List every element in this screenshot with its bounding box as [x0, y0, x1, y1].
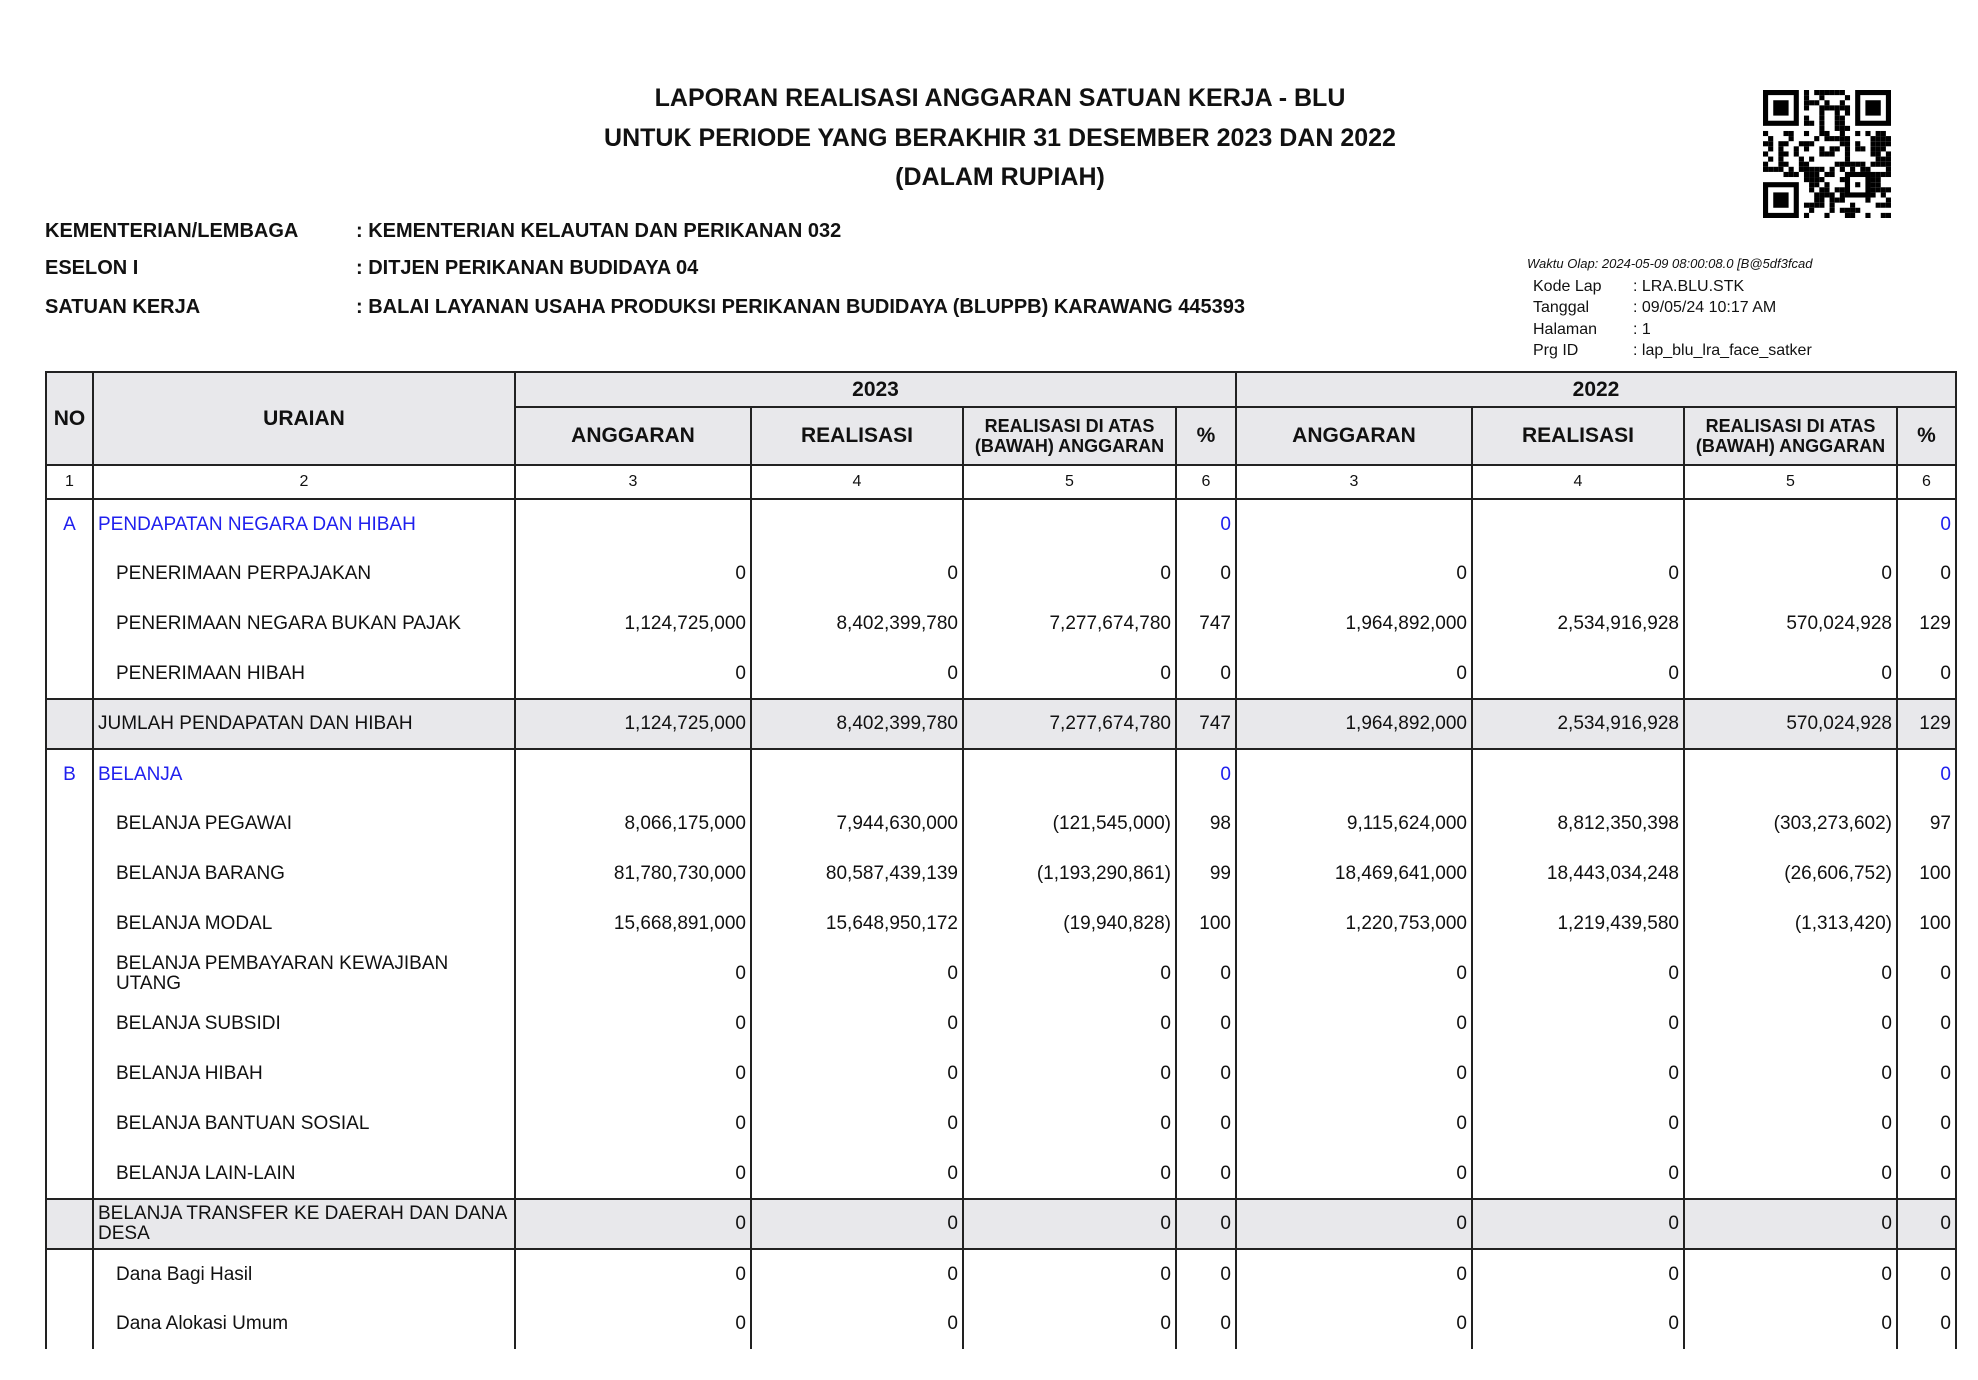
row-label: BELANJA BARANG: [93, 849, 515, 899]
cell-selisih-2022: 0: [1684, 549, 1897, 599]
cell-selisih-2023: 0: [963, 1099, 1176, 1149]
cell-anggaran-2023: [515, 499, 751, 549]
cell-anggaran-2023: 0: [515, 1299, 751, 1349]
table-row: [46, 499, 1956, 549]
cell-pct-2022: 100: [1897, 849, 1956, 899]
cell-pct-2022: 129: [1897, 699, 1956, 749]
row-no: [46, 999, 93, 1049]
cell-realisasi-2023: 0: [751, 1049, 963, 1099]
satker-value: : BALAI LAYANAN USAHA PRODUKSI PERIKANAN BUDIDAYA (BLUPPB) KARAWANG 445393: [356, 296, 1246, 318]
cell-anggaran-2022: 1,964,892,000: [1236, 699, 1472, 749]
column-number: 5: [963, 465, 1176, 499]
cell-realisasi-2023: 0: [751, 999, 963, 1049]
row-no: [46, 1149, 93, 1199]
row-no: [46, 1249, 93, 1299]
header-year-2022: 2022: [1236, 372, 1956, 407]
report-meta: [1527, 253, 1812, 362]
row-label: BELANJA LAIN-LAIN: [93, 1149, 515, 1199]
cell-anggaran-2023: 0: [515, 549, 751, 599]
cell-anggaran-2022: 1,964,892,000: [1236, 599, 1472, 649]
meta-kode-lap: [1527, 276, 1812, 298]
cell-pct-2022: 0: [1897, 749, 1956, 799]
table-row: [46, 599, 1956, 649]
cell-realisasi-2023: 0: [751, 549, 963, 599]
cell-realisasi-2022: 0: [1472, 1149, 1684, 1199]
cell-anggaran-2022: 0: [1236, 1249, 1472, 1299]
cell-selisih-2022: 0: [1684, 1099, 1897, 1149]
cell-realisasi-2023: 0: [751, 949, 963, 999]
row-no: [46, 599, 93, 649]
header-no: NO: [46, 372, 93, 465]
cell-selisih-2023: (19,940,828): [963, 899, 1176, 949]
row-label: JUMLAH PENDAPATAN DAN HIBAH: [93, 699, 515, 749]
cell-pct-2023: 100: [1176, 899, 1236, 949]
row-label: BELANJA HIBAH: [93, 1049, 515, 1099]
row-label: Dana Alokasi Umum: [93, 1299, 515, 1349]
cell-selisih-2023: 0: [963, 999, 1176, 1049]
cell-pct-2023: 747: [1176, 699, 1236, 749]
header-pct-2022: %: [1897, 407, 1956, 465]
report-title-line1: LAPORAN REALISASI ANGGARAN SATUAN KERJA - BLU: [654, 84, 1346, 112]
header-realisasi-di-atas-2023: REALISASI DI ATAS (BAWAH) ANGGARAN: [963, 407, 1176, 465]
cell-anggaran-2022: 0: [1236, 1299, 1472, 1349]
row-no: [46, 699, 93, 749]
cell-realisasi-2023: 0: [751, 1299, 963, 1349]
cell-selisih-2023: 0: [963, 1299, 1176, 1349]
table-row: [46, 1099, 1956, 1149]
cell-pct-2023: 0: [1176, 749, 1236, 799]
cell-anggaran-2022: 0: [1236, 549, 1472, 599]
cell-pct-2022: 0: [1897, 1249, 1956, 1299]
cell-selisih-2023: 0: [963, 949, 1176, 999]
row-no: [46, 549, 93, 599]
cell-selisih-2022: [1684, 749, 1897, 799]
cell-anggaran-2022: 0: [1236, 1199, 1472, 1249]
cell-realisasi-2022: 0: [1472, 1049, 1684, 1099]
cell-realisasi-2022: 0: [1472, 649, 1684, 699]
row-no: [46, 1199, 93, 1249]
cell-pct-2022: 100: [1897, 899, 1956, 949]
cell-anggaran-2022: 0: [1236, 949, 1472, 999]
column-number: 1: [46, 465, 93, 499]
cell-selisih-2023: 0: [963, 549, 1176, 599]
cell-realisasi-2023: 0: [751, 1199, 963, 1249]
meta-value: : lap_blu_lra_face_satker: [1633, 342, 1812, 359]
cell-pct-2022: 0: [1897, 1199, 1956, 1249]
cell-pct-2022: 0: [1897, 1049, 1956, 1099]
cell-realisasi-2022: 2,534,916,928: [1472, 599, 1684, 649]
cell-selisih-2023: 0: [963, 1149, 1176, 1199]
cell-anggaran-2023: 0: [515, 949, 751, 999]
row-label: BELANJA MODAL: [93, 899, 515, 949]
cell-realisasi-2023: 8,402,399,780: [751, 599, 963, 649]
cell-anggaran-2023: 81,780,730,000: [515, 849, 751, 899]
cell-pct-2022: 0: [1897, 1149, 1956, 1199]
column-number: 3: [1236, 465, 1472, 499]
cell-selisih-2022: 0: [1684, 1049, 1897, 1099]
cell-realisasi-2022: 8,812,350,398: [1472, 799, 1684, 849]
column-number-row: [46, 465, 1956, 499]
cell-selisih-2023: 0: [963, 1199, 1176, 1249]
cell-realisasi-2023: 8,402,399,780: [751, 699, 963, 749]
table-row: [46, 1199, 1956, 1249]
cell-realisasi-2023: 0: [751, 649, 963, 699]
cell-selisih-2022: [1684, 499, 1897, 549]
header-realisasi-2023: REALISASI: [751, 407, 963, 465]
cell-anggaran-2023: 1,124,725,000: [515, 699, 751, 749]
cell-realisasi-2022: 0: [1472, 949, 1684, 999]
cell-selisih-2023: 7,277,674,780: [963, 699, 1176, 749]
cell-anggaran-2022: 0: [1236, 999, 1472, 1049]
cell-anggaran-2023: 0: [515, 1249, 751, 1299]
row-label: BELANJA SUBSIDI: [93, 999, 515, 1049]
row-label: BELANJA PEGAWAI: [93, 799, 515, 849]
cell-pct-2023: 0: [1176, 949, 1236, 999]
cell-pct-2023: 0: [1176, 1249, 1236, 1299]
cell-anggaran-2023: 8,066,175,000: [515, 799, 751, 849]
cell-realisasi-2023: 7,944,630,000: [751, 799, 963, 849]
row-no: [46, 899, 93, 949]
cell-anggaran-2022: 0: [1236, 1049, 1472, 1099]
cell-anggaran-2022: 9,115,624,000: [1236, 799, 1472, 849]
waktu-olap: Waktu Olap: 2024-05-09 08:00:08.0 [B@5df3fcad: [1527, 256, 1813, 271]
cell-selisih-2022: (26,606,752): [1684, 849, 1897, 899]
cell-pct-2022: 0: [1897, 499, 1956, 549]
qr-code-icon: [1763, 90, 1891, 218]
cell-anggaran-2023: 0: [515, 1049, 751, 1099]
meta-prg-id: [1527, 340, 1812, 362]
report-title-line2: UNTUK PERIODE YANG BERAKHIR 31 DESEMBER 2023 DAN 2022: [604, 124, 1396, 152]
budget-realization-table: [45, 371, 1957, 1349]
column-number: 4: [1472, 465, 1684, 499]
cell-anggaran-2023: 0: [515, 1149, 751, 1199]
row-no: [46, 1299, 93, 1349]
row-no: A: [46, 499, 93, 549]
cell-anggaran-2022: 18,469,641,000: [1236, 849, 1472, 899]
cell-realisasi-2023: 0: [751, 1099, 963, 1149]
table-row: [46, 699, 1956, 749]
cell-realisasi-2023: [751, 749, 963, 799]
cell-pct-2022: 0: [1897, 549, 1956, 599]
table-row: [46, 1299, 1956, 1349]
cell-selisih-2022: 0: [1684, 1299, 1897, 1349]
header-uraian: URAIAN: [93, 372, 515, 465]
cell-realisasi-2023: 0: [751, 1149, 963, 1199]
cell-selisih-2022: 570,024,928: [1684, 699, 1897, 749]
row-label: PENERIMAAN NEGARA BUKAN PAJAK: [93, 599, 515, 649]
table-row: [46, 1149, 1956, 1199]
header-year-2023: 2023: [515, 372, 1236, 407]
cell-selisih-2022: (1,313,420): [1684, 899, 1897, 949]
cell-selisih-2023: [963, 499, 1176, 549]
meta-key: Kode Lap: [1533, 277, 1602, 295]
eselon-label: ESELON I: [45, 257, 139, 279]
cell-selisih-2022: (303,273,602): [1684, 799, 1897, 849]
report-title-line3: (DALAM RUPIAH): [895, 163, 1105, 191]
table-row: [46, 549, 1956, 599]
cell-pct-2022: 0: [1897, 1099, 1956, 1149]
table-row: [46, 1049, 1956, 1099]
cell-anggaran-2023: 0: [515, 649, 751, 699]
row-no: [46, 1049, 93, 1099]
cell-realisasi-2022: 1,219,439,580: [1472, 899, 1684, 949]
meta-key: Tanggal: [1533, 299, 1590, 316]
header-realisasi-di-atas-2022: REALISASI DI ATAS (BAWAH) ANGGARAN: [1684, 407, 1897, 465]
cell-realisasi-2022: 2,534,916,928: [1472, 699, 1684, 749]
cell-realisasi-2022: [1472, 499, 1684, 549]
column-number: 6: [1176, 465, 1236, 499]
meta-halaman: [1527, 319, 1812, 341]
cell-pct-2022: 0: [1897, 999, 1956, 1049]
cell-pct-2023: 98: [1176, 799, 1236, 849]
cell-pct-2023: 0: [1176, 999, 1236, 1049]
cell-selisih-2022: 0: [1684, 649, 1897, 699]
eselon-value: : DITJEN PERIKANAN BUDIDAYA 04: [356, 257, 699, 279]
row-label: PENERIMAAN HIBAH: [93, 649, 515, 699]
cell-pct-2023: 99: [1176, 849, 1236, 899]
header-pct-2023: %: [1176, 407, 1236, 465]
cell-pct-2023: 747: [1176, 599, 1236, 649]
column-number: 2: [93, 465, 515, 499]
table-row: [46, 949, 1956, 999]
row-label: BELANJA: [93, 749, 515, 799]
meta-tanggal: [1527, 297, 1812, 319]
cell-selisih-2023: 0: [963, 1249, 1176, 1299]
table-row: [46, 899, 1956, 949]
row-no: [46, 799, 93, 849]
cell-selisih-2022: 570,024,928: [1684, 599, 1897, 649]
cell-anggaran-2022: 0: [1236, 649, 1472, 699]
column-number: 3: [515, 465, 751, 499]
row-no: [46, 1099, 93, 1149]
cell-pct-2022: 0: [1897, 649, 1956, 699]
cell-realisasi-2022: [1472, 749, 1684, 799]
cell-anggaran-2023: 0: [515, 1099, 751, 1149]
row-label: PENDAPATAN NEGARA DAN HIBAH: [93, 499, 515, 549]
table-row: [46, 1249, 1956, 1299]
cell-anggaran-2022: [1236, 749, 1472, 799]
cell-selisih-2022: 0: [1684, 1249, 1897, 1299]
cell-pct-2022: 0: [1897, 1299, 1956, 1349]
cell-realisasi-2022: 0: [1472, 999, 1684, 1049]
cell-anggaran-2023: 0: [515, 999, 751, 1049]
cell-anggaran-2022: 0: [1236, 1149, 1472, 1199]
cell-realisasi-2022: 0: [1472, 1199, 1684, 1249]
row-label: BELANJA PEMBAYARAN KEWAJIBAN UTANG: [93, 949, 515, 999]
cell-selisih-2023: (1,193,290,861): [963, 849, 1176, 899]
row-no: [46, 849, 93, 899]
cell-pct-2023: 0: [1176, 1299, 1236, 1349]
row-no: [46, 949, 93, 999]
cell-anggaran-2023: 1,124,725,000: [515, 599, 751, 649]
column-number: 6: [1897, 465, 1956, 499]
kementerian-label: KEMENTERIAN/LEMBAGA: [45, 220, 299, 242]
cell-realisasi-2022: 0: [1472, 549, 1684, 599]
cell-anggaran-2023: 15,668,891,000: [515, 899, 751, 949]
cell-realisasi-2023: 80,587,439,139: [751, 849, 963, 899]
cell-realisasi-2022: 0: [1472, 1099, 1684, 1149]
meta-value: : LRA.BLU.STK: [1633, 277, 1745, 295]
satker-label: SATUAN KERJA: [45, 296, 201, 318]
cell-realisasi-2022: 0: [1472, 1299, 1684, 1349]
cell-pct-2022: 129: [1897, 599, 1956, 649]
cell-selisih-2022: 0: [1684, 1149, 1897, 1199]
cell-selisih-2023: 0: [963, 649, 1176, 699]
cell-pct-2023: 0: [1176, 649, 1236, 699]
meta-key: Halaman: [1533, 320, 1598, 338]
cell-realisasi-2023: 0: [751, 1249, 963, 1299]
column-number: 5: [1684, 465, 1897, 499]
kementerian-value: : KEMENTERIAN KELAUTAN DAN PERIKANAN 032: [356, 220, 842, 242]
header-anggaran-2022: ANGGARAN: [1236, 407, 1472, 465]
cell-selisih-2022: 0: [1684, 949, 1897, 999]
cell-anggaran-2022: [1236, 499, 1472, 549]
row-label: PENERIMAAN PERPAJAKAN: [93, 549, 515, 599]
cell-pct-2023: 0: [1176, 549, 1236, 599]
cell-anggaran-2022: 0: [1236, 1099, 1472, 1149]
cell-pct-2023: 0: [1176, 1149, 1236, 1199]
meta-value: : 09/05/24 10:17 AM: [1633, 299, 1777, 316]
table-row: [46, 799, 1956, 849]
cell-pct-2022: 97: [1897, 799, 1956, 849]
cell-realisasi-2022: 18,443,034,248: [1472, 849, 1684, 899]
table-row: [46, 999, 1956, 1049]
cell-selisih-2022: 0: [1684, 999, 1897, 1049]
meta-value: : 1: [1633, 320, 1651, 338]
table-row: [46, 649, 1956, 699]
row-no: B: [46, 749, 93, 799]
cell-selisih-2023: [963, 749, 1176, 799]
cell-realisasi-2022: 0: [1472, 1249, 1684, 1299]
cell-pct-2023: 0: [1176, 1049, 1236, 1099]
cell-selisih-2022: 0: [1684, 1199, 1897, 1249]
cell-selisih-2023: (121,545,000): [963, 799, 1176, 849]
table-row: [46, 749, 1956, 799]
cell-pct-2023: 0: [1176, 1099, 1236, 1149]
table-row: [46, 849, 1956, 899]
cell-realisasi-2023: [751, 499, 963, 549]
column-number: 4: [751, 465, 963, 499]
cell-pct-2023: 0: [1176, 1199, 1236, 1249]
cell-anggaran-2023: 0: [515, 1199, 751, 1249]
cell-pct-2022: 0: [1897, 949, 1956, 999]
cell-anggaran-2022: 1,220,753,000: [1236, 899, 1472, 949]
row-no: [46, 649, 93, 699]
meta-key: Prg ID: [1533, 342, 1579, 359]
cell-realisasi-2023: 15,648,950,172: [751, 899, 963, 949]
row-label: BELANJA TRANSFER KE DAERAH DAN DANA DESA: [93, 1199, 515, 1249]
cell-anggaran-2023: [515, 749, 751, 799]
header-anggaran-2023: ANGGARAN: [515, 407, 751, 465]
row-label: BELANJA BANTUAN SOSIAL: [93, 1099, 515, 1149]
cell-pct-2023: 0: [1176, 499, 1236, 549]
row-label: Dana Bagi Hasil: [93, 1249, 515, 1299]
header-realisasi-2022: REALISASI: [1472, 407, 1684, 465]
cell-selisih-2023: 7,277,674,780: [963, 599, 1176, 649]
cell-selisih-2023: 0: [963, 1049, 1176, 1099]
